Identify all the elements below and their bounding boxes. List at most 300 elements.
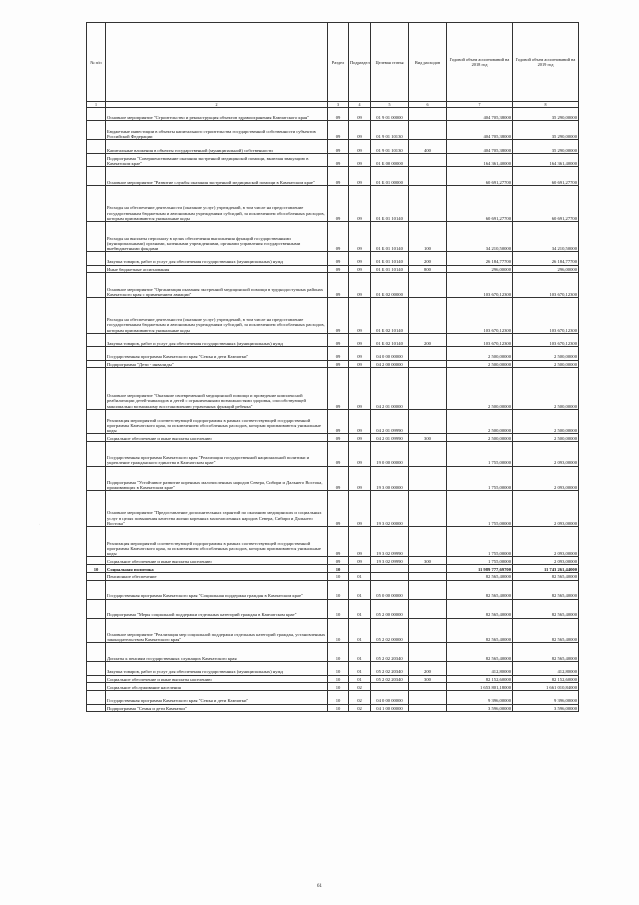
row-amount-2019: 2 093,00000 (513, 442, 579, 467)
row-index (87, 273, 106, 298)
row-subsection: 01 (349, 599, 371, 618)
row-name: Основное мероприятие "Оказание своевременной медицинской помощи и проведение комплексной реабилитации детей-инвалидов и детей с ограниченными возможностями здоровья, способствующей максимально возможному восстановлению утраченных функций ребенка" (106, 368, 328, 409)
table-row (87, 409, 579, 434)
row-index (87, 557, 106, 565)
row-index (87, 252, 106, 265)
row-subsection: 09 (349, 265, 371, 273)
row-expense-type (409, 704, 447, 712)
row-amount-2018: 9 396,00000 (447, 691, 513, 704)
row-subsection: 09 (349, 491, 371, 527)
row-section: 09 (328, 252, 349, 265)
row-index (87, 221, 106, 251)
row-section: 09 (328, 368, 349, 409)
row-amount-2019: 412,80000 (513, 662, 579, 675)
row-expense-type: 800 (409, 265, 447, 273)
table-row (87, 368, 579, 409)
row-amount-2018: 1 755,00000 (447, 466, 513, 491)
row-subsection (349, 565, 371, 573)
row-target-article: 01 Б 01 10140 (371, 265, 409, 273)
row-amount-2018: 82 565,40000 (447, 643, 513, 662)
row-index (87, 691, 106, 704)
row-subsection: 09 (349, 140, 371, 153)
row-index (87, 121, 106, 140)
row-target-article: 19 3 02 00000 (371, 491, 409, 527)
row-amount-2019: 82 565,40000 (513, 580, 579, 599)
row-section: 10 (328, 580, 349, 599)
row-amount-2018: 3 596,00000 (447, 704, 513, 712)
row-subsection: 09 (349, 442, 371, 467)
table-row (87, 704, 579, 712)
row-subsection: 09 (349, 333, 371, 346)
row-subsection: 09 (349, 167, 371, 186)
row-target-article: 01 Б 02 10140 (371, 297, 409, 333)
row-section: 09 (328, 442, 349, 467)
row-target-article: 04 2 00 00000 (371, 360, 409, 368)
row-amount-2018: 2 500,00000 (447, 434, 513, 442)
row-index (87, 333, 106, 346)
row-expense-type (409, 442, 447, 467)
row-target-article (371, 572, 409, 580)
row-name: Государственная программа Камчатского края "Социальная поддержка граждан в Камчатском крае" (106, 580, 328, 599)
row-amount-2018: 60 691,27700 (447, 167, 513, 186)
row-section: 09 (328, 186, 349, 222)
table-row (87, 683, 579, 691)
row-section: 09 (328, 153, 349, 166)
row-section: 09 (328, 108, 349, 121)
row-expense-type (409, 683, 447, 691)
row-amount-2018: 412,80000 (447, 662, 513, 675)
row-amount-2018: 404 705,38000 (447, 140, 513, 153)
row-name: Доплаты к пенсиям государственных служащих Камчатского края (106, 643, 328, 662)
row-name: Основное мероприятие "Строительство и реконструкция объектов здравоохранения Камчатского края" (106, 108, 328, 121)
row-subsection: 09 (349, 186, 371, 222)
row-section: 10 (328, 691, 349, 704)
table-row (87, 572, 579, 580)
row-amount-2019: 82 152,60000 (513, 675, 579, 683)
row-target-article: 04 2 01 00000 (371, 368, 409, 409)
row-expense-type (409, 108, 447, 121)
table-row (87, 252, 579, 265)
row-amount-2018: 11 989 777,69700 (447, 565, 513, 573)
row-amount-2019: 26 184,77700 (513, 252, 579, 265)
row-amount-2019: 82 565,40000 (513, 618, 579, 643)
row-amount-2019: 35 290,00000 (513, 140, 579, 153)
row-expense-type (409, 691, 447, 704)
row-amount-2018: 404 705,38000 (447, 108, 513, 121)
row-subsection: 09 (349, 108, 371, 121)
row-index (87, 572, 106, 580)
row-amount-2018: 164 361,40000 (447, 153, 513, 166)
row-name: Социальное обслуживание населения (106, 683, 328, 691)
row-expense-type: 300 (409, 434, 447, 442)
row-index (87, 527, 106, 557)
row-subsection: 09 (349, 273, 371, 298)
row-subsection: 09 (349, 368, 371, 409)
row-target-article: 05 2 02 20340 (371, 675, 409, 683)
row-index (87, 153, 106, 166)
row-amount-2019: 1 661 010,84000 (513, 683, 579, 691)
column-number: 2 (106, 102, 328, 108)
row-expense-type (409, 466, 447, 491)
row-amount-2018: 2 500,00000 (447, 347, 513, 360)
row-amount-2018: 1 755,00000 (447, 491, 513, 527)
table-row (87, 691, 579, 704)
row-index (87, 580, 106, 599)
row-name: Пенсионное обеспечение (106, 572, 328, 580)
table-row (87, 662, 579, 675)
row-target-article: 01 9 01 10130 (371, 140, 409, 153)
table-row (87, 360, 579, 368)
row-amount-2018: 82 565,40000 (447, 580, 513, 599)
header-target-article: Целевая статья (371, 23, 409, 102)
row-expense-type (409, 297, 447, 333)
header-subsection: Подраздел (349, 23, 371, 102)
row-amount-2019: 2 500,00000 (513, 368, 579, 409)
row-amount-2019: 2 093,00000 (513, 491, 579, 527)
row-amount-2019: 296,00000 (513, 265, 579, 273)
row-name: Подпрограмма "Устойчивое развитие коренных малочисленных народов Севера, Сибири и Дальнего Востока, проживающих в Камчатском крае" (106, 466, 328, 491)
row-amount-2019: 103 670,12300 (513, 273, 579, 298)
row-subsection: 01 (349, 643, 371, 662)
table-row (87, 153, 579, 166)
row-section: 09 (328, 466, 349, 491)
row-subsection: 09 (349, 347, 371, 360)
row-expense-type: 300 (409, 675, 447, 683)
row-amount-2019: 60 691,27700 (513, 167, 579, 186)
row-amount-2019: 2 500,00000 (513, 360, 579, 368)
row-amount-2019: 164 361,40000 (513, 153, 579, 166)
table-header-row (87, 23, 579, 102)
header-section: Раздел (328, 23, 349, 102)
table-row (87, 466, 579, 491)
row-index (87, 409, 106, 434)
row-subsection: 09 (349, 121, 371, 140)
row-amount-2019: 2 500,00000 (513, 347, 579, 360)
table-row (87, 557, 579, 565)
row-expense-type (409, 580, 447, 599)
row-subsection: 02 (349, 683, 371, 691)
table-row (87, 140, 579, 153)
row-name: Закупка товаров, работ и услуг для обеспечения государственных (муниципальных) нужд (106, 252, 328, 265)
row-amount-2019: 3 596,00000 (513, 704, 579, 712)
row-name: Подпрограмма "Дети - инвалиды" (106, 360, 328, 368)
row-amount-2018: 26 184,77700 (447, 252, 513, 265)
row-amount-2018: 2 500,00000 (447, 368, 513, 409)
table-row (87, 491, 579, 527)
row-expense-type (409, 121, 447, 140)
table-row (87, 108, 579, 121)
row-name: Основное мероприятие "Организация оказания экстренной медицинской помощи в труднодоступных районах Камчатского края с применением авиации" (106, 273, 328, 298)
row-amount-2018: 1 755,00000 (447, 527, 513, 557)
row-name: Расходы на обеспечение деятельности (оказание услуг) учреждений, в том числе на предоставление государственным бюджетным и автономным учреждениям субсидий, за исключением обособленных расходов, которым присваиваются уникальные коды (106, 297, 328, 333)
row-expense-type (409, 167, 447, 186)
row-expense-type (409, 347, 447, 360)
row-index (87, 643, 106, 662)
row-amount-2018: 60 691,27700 (447, 186, 513, 222)
row-name: Закупка товаров, работ и услуг для обеспечения государственных (муниципальных) нужд (106, 662, 328, 675)
header-index: № п/п (87, 23, 106, 102)
row-amount-2018: 103 670,12300 (447, 333, 513, 346)
row-index (87, 675, 106, 683)
row-index (87, 704, 106, 712)
row-section: 10 (328, 683, 349, 691)
row-amount-2019: 2 500,00000 (513, 409, 579, 434)
row-subsection: 02 (349, 704, 371, 712)
row-name: Основное мероприятие "Предоставление дополнительных гарантий по оказанию медицинских и социальных услуг в целях повышения качества жизни коренных малочисленных народов Севера, Сибири и Дальнего Востока" (106, 491, 328, 527)
row-amount-2018: 34 210,50000 (447, 221, 513, 251)
column-number: 3 (328, 102, 349, 108)
table-row (87, 273, 579, 298)
row-name: Социальное обеспечение и иные выплаты населению (106, 557, 328, 565)
row-subsection: 09 (349, 466, 371, 491)
row-subsection: 02 (349, 691, 371, 704)
row-amount-2018: 82 152,60000 (447, 675, 513, 683)
row-amount-2019: 34 210,50000 (513, 221, 579, 251)
row-subsection: 09 (349, 434, 371, 442)
row-name: Социальное обеспечение и иные выплаты населению (106, 434, 328, 442)
row-subsection: 09 (349, 557, 371, 565)
page-number: 61 (317, 884, 322, 889)
row-expense-type (409, 273, 447, 298)
row-expense-type (409, 368, 447, 409)
row-section: 09 (328, 527, 349, 557)
row-expense-type: 100 (409, 221, 447, 251)
row-amount-2018: 2 500,00000 (447, 409, 513, 434)
table-row (87, 265, 579, 273)
row-subsection: 09 (349, 297, 371, 333)
table-row (87, 186, 579, 222)
row-amount-2019: 9 396,00000 (513, 691, 579, 704)
row-index (87, 442, 106, 467)
row-expense-type: 200 (409, 662, 447, 675)
row-expense-type (409, 565, 447, 573)
row-expense-type (409, 360, 447, 368)
row-name: Капитальные вложения в объекты государственной (муниципальной) собственности (106, 140, 328, 153)
row-section: 09 (328, 434, 349, 442)
table-row (87, 565, 579, 573)
row-section: 09 (328, 221, 349, 251)
table-row (87, 121, 579, 140)
row-index (87, 360, 106, 368)
row-subsection: 09 (349, 409, 371, 434)
row-section: 10 (328, 704, 349, 712)
row-target-article: 01 Б 02 00000 (371, 273, 409, 298)
row-expense-type: 300 (409, 557, 447, 565)
table-body (87, 108, 579, 712)
header-name (106, 23, 328, 102)
row-expense-type (409, 186, 447, 222)
row-index (87, 265, 106, 273)
row-section: 10 (328, 565, 349, 573)
row-amount-2019: 60 691,27700 (513, 186, 579, 222)
row-target-article: 01 9 01 10130 (371, 121, 409, 140)
row-target-article: 01 Б 01 10140 (371, 186, 409, 222)
row-index (87, 491, 106, 527)
header-expense-type: Вид расходов (409, 23, 447, 102)
row-target-article (371, 565, 409, 573)
row-name: Иные бюджетные ассигнования (106, 265, 328, 273)
row-name: Основное мероприятие "Развитие службы оказания экстренной медицинской помощи в Камчатском крае" (106, 167, 328, 186)
row-amount-2019: 82 565,40000 (513, 599, 579, 618)
table-row (87, 347, 579, 360)
row-section: 09 (328, 265, 349, 273)
table-row (87, 297, 579, 333)
row-section: 09 (328, 140, 349, 153)
row-amount-2019: 103 670,12300 (513, 297, 579, 333)
row-subsection: 09 (349, 527, 371, 557)
table-row (87, 442, 579, 467)
row-subsection: 09 (349, 360, 371, 368)
table-row (87, 333, 579, 346)
row-name: Подпрограмма "Меры социальной поддержки отдельных категорий граждан в Камчатском крае" (106, 599, 328, 618)
row-subsection: 09 (349, 153, 371, 166)
row-target-article: 05 2 02 00000 (371, 618, 409, 643)
row-target-article: 01 Б 01 10140 (371, 221, 409, 251)
row-name: Подпрограмма "Совершенствование оказания экстренной медицинской помощи, включая эвакуацию в Камчатском крае" (106, 153, 328, 166)
row-target-article: 05 0 00 00000 (371, 580, 409, 599)
row-index (87, 297, 106, 333)
row-expense-type (409, 643, 447, 662)
row-index (87, 618, 106, 643)
row-name: Государственная программа Камчатского края "Семья и дети Камчатки" (106, 347, 328, 360)
row-section: 10 (328, 572, 349, 580)
row-target-article: 05 2 00 00000 (371, 599, 409, 618)
row-target-article: 04 2 01 09990 (371, 434, 409, 442)
row-index (87, 167, 106, 186)
row-section: 10 (328, 599, 349, 618)
row-amount-2019: 103 670,12300 (513, 333, 579, 346)
budget-table (86, 22, 579, 712)
row-index (87, 186, 106, 222)
column-number: 1 (87, 102, 106, 108)
header-amount-2019: Годовой объем ассигнований на 2019 год (513, 23, 579, 102)
row-amount-2018: 296,00000 (447, 265, 513, 273)
row-name: Социальное обеспечение и иные выплаты населению (106, 675, 328, 683)
row-amount-2018: 82 565,40000 (447, 618, 513, 643)
table-row (87, 527, 579, 557)
column-number: 8 (513, 102, 579, 108)
row-target-article: 01 9 01 00000 (371, 108, 409, 121)
row-expense-type (409, 491, 447, 527)
row-section: 09 (328, 333, 349, 346)
row-amount-2018: 82 565,40000 (447, 572, 513, 580)
row-amount-2019: 2 500,00000 (513, 434, 579, 442)
row-amount-2019: 82 565,40000 (513, 643, 579, 662)
column-number: 5 (371, 102, 409, 108)
row-section: 09 (328, 167, 349, 186)
row-amount-2018: 1 755,00000 (447, 557, 513, 565)
row-target-article: 05 2 02 20340 (371, 643, 409, 662)
row-name: Реализация мероприятий соответствующей подпрограммы в рамках соответствующей государственной программы Камчатского края, за исключением обособленных расходов, которым присваиваются уникальные коды (106, 527, 328, 557)
row-name: Закупка товаров, работ и услуг для обеспечения государственных (муниципальных) нужд (106, 333, 328, 346)
row-subsection: 01 (349, 572, 371, 580)
row-section: 09 (328, 360, 349, 368)
row-index (87, 466, 106, 491)
row-section: 09 (328, 347, 349, 360)
row-section: 09 (328, 297, 349, 333)
row-target-article: 19 3 02 09990 (371, 557, 409, 565)
row-amount-2018: 404 705,38000 (447, 121, 513, 140)
column-number: 4 (349, 102, 371, 108)
row-name: Бюджетные инвестиции в объекты капитального строительства государственной собственности субъектов Российской Федерации (106, 121, 328, 140)
row-name: Социальная политика (106, 565, 328, 573)
row-index (87, 347, 106, 360)
row-amount-2019: 11 743 261,44000 (513, 565, 579, 573)
row-amount-2018: 82 565,40000 (447, 599, 513, 618)
table-row (87, 221, 579, 251)
row-amount-2018: 103 670,12300 (447, 273, 513, 298)
row-amount-2018: 1 755,00000 (447, 442, 513, 467)
row-expense-type (409, 153, 447, 166)
row-target-article: 04 0 00 00000 (371, 691, 409, 704)
row-section: 09 (328, 409, 349, 434)
row-section: 10 (328, 662, 349, 675)
row-section: 09 (328, 121, 349, 140)
row-name: Реализация мероприятий соответствующей подпрограммы в рамках соответствующей государственной программы Камчатского края, за исключением обособленных расходов, которым присваиваются уникальные коды (106, 409, 328, 434)
row-name: Основное мероприятие "Реализация мер социальной поддержки отдельных категорий граждан, установленных законодательством Камчатского края" (106, 618, 328, 643)
row-expense-type: 200 (409, 252, 447, 265)
row-amount-2019: 35 290,00000 (513, 108, 579, 121)
table-row (87, 167, 579, 186)
table-row (87, 599, 579, 618)
row-amount-2018: 2 500,00000 (447, 360, 513, 368)
row-subsection: 01 (349, 662, 371, 675)
row-index (87, 140, 106, 153)
row-section: 10 (328, 643, 349, 662)
row-expense-type (409, 618, 447, 643)
row-target-article: 04 0 00 00000 (371, 347, 409, 360)
row-target-article: 01 Б 00 00000 (371, 153, 409, 166)
row-target-article: 01 Б 01 00000 (371, 167, 409, 186)
row-name: Расходы на обеспечение деятельности (оказание услуг) учреждений, в том числе на предоставление государственным бюджетным и автономным учреждениям субсидий, за исключением обособленных расходов, которым присваиваются уникальные коды (106, 186, 328, 222)
row-expense-type (409, 527, 447, 557)
row-expense-type: 400 (409, 140, 447, 153)
margin-stamp: · (38, 523, 43, 525)
row-expense-type (409, 599, 447, 618)
row-target-article: 05 2 02 20340 (371, 662, 409, 675)
row-target-article: 04 2 01 09990 (371, 409, 409, 434)
row-subsection: 09 (349, 221, 371, 251)
row-section: 09 (328, 557, 349, 565)
row-amount-2019: 2 093,00000 (513, 466, 579, 491)
row-section: 09 (328, 491, 349, 527)
row-section: 10 (328, 618, 349, 643)
row-expense-type (409, 409, 447, 434)
row-index (87, 368, 106, 409)
row-index: 10 (87, 565, 106, 573)
table-row (87, 434, 579, 442)
column-number: 7 (447, 102, 513, 108)
row-target-article: 01 Б 01 10140 (371, 252, 409, 265)
row-subsection: 01 (349, 580, 371, 599)
row-name: Расходы на выплаты персоналу в целях обеспечения выполнения функций государственными (муниципальными) органами, казенными учреждениями, органами управления государственными внебюджетными фондами (106, 221, 328, 251)
row-expense-type (409, 572, 447, 580)
row-section: 09 (328, 273, 349, 298)
row-amount-2019: 35 290,00000 (513, 121, 579, 140)
row-target-article: 04 1 00 00000 (371, 704, 409, 712)
row-subsection: 01 (349, 675, 371, 683)
row-expense-type: 200 (409, 333, 447, 346)
row-target-article (371, 683, 409, 691)
column-number: 6 (409, 102, 447, 108)
row-amount-2018: 103 670,12300 (447, 297, 513, 333)
row-target-article: 01 Б 02 10140 (371, 333, 409, 346)
row-index (87, 599, 106, 618)
row-target-article: 19 3 02 09990 (371, 527, 409, 557)
header-amount-2018: Годовой объем ассигнований на 2018 год (447, 23, 513, 102)
row-index (87, 108, 106, 121)
row-amount-2019: 82 565,40000 (513, 572, 579, 580)
